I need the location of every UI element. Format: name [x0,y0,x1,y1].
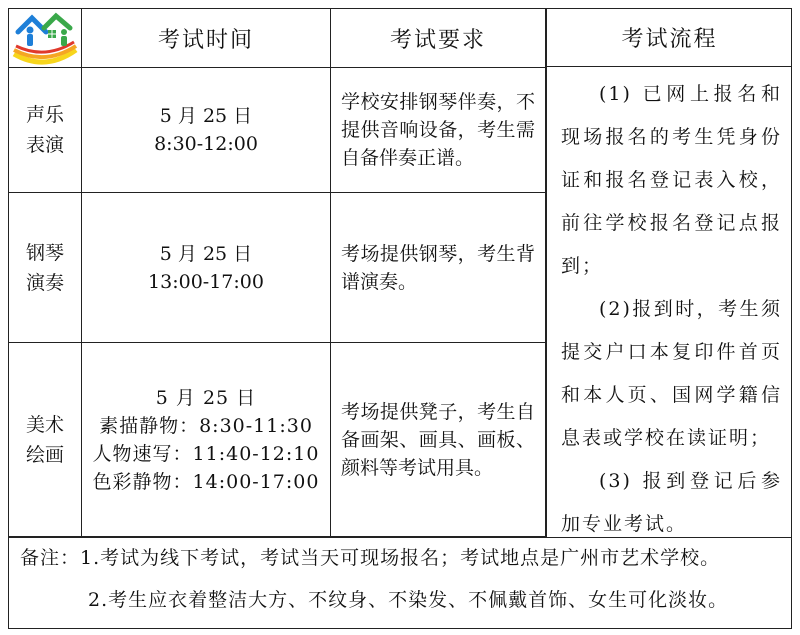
requirement-cell: 考场提供钢琴，考生背谱演奏。 [331,193,546,343]
time-slot: 人物速写：11:40-12:10 [92,442,320,465]
notes-section [8,537,792,629]
time-date: 5 月 25 日 [159,105,253,127]
time-slot: 素描静物：8:30-11:30 [99,414,313,437]
subject-label: 钢琴 [25,241,64,264]
header-exam-process: 考试流程 [547,8,792,67]
time-slot: 色彩静物：14:00-17:00 [92,470,320,493]
process-steps [547,67,792,546]
subject-label: 绘画 [25,443,64,466]
time-cell [82,68,331,193]
time-cell [82,343,331,537]
process-column [546,8,792,537]
subject-label: 表演 [25,134,64,156]
header-row [9,9,546,68]
subject-label: 声乐 [25,104,64,126]
logo-cell [9,9,82,68]
schedule-table [8,8,546,537]
process-step: (2)报到时，考生须提交户口本复印件首页和本人页、国网学籍信息表或学校在读证明； [561,298,782,449]
note-line: 备注：1.考试为线下考试，考试当天可现场报名；考试地点是广州市艺术学校。 [20,547,721,569]
time-slot: 13:00-17:00 [148,270,264,293]
requirement-cell: 学校安排钢琴伴奏，不提供音响设备，考生需自备伴奏正谱。 [331,68,546,193]
table-row [9,68,546,193]
subject-cell [9,193,82,343]
process-step: (1) 已网上报名和现场报名的考生凭身份证和报名登记表入校，前往学校报名登记点报到； [561,83,782,277]
subject-cell [9,343,82,537]
header-exam-requirement: 考试要求 [331,9,546,68]
table-row [9,193,546,343]
time-date: 5 月 25 日 [159,242,253,265]
subject-label: 演奏 [25,271,64,294]
time-slot: 8:30-12:00 [154,133,258,155]
time-cell [82,193,331,343]
note-line: 2.考生应衣着整洁大方、不纹身、不染发、不佩戴首饰、女生可化淡妆。 [88,589,729,611]
table-row [9,343,546,537]
process-step: (3) 报到登记后参加专业考试。 [561,470,782,535]
header-exam-time: 考试时间 [82,9,331,68]
requirement-cell: 考场提供凳子，考生自备画架、画具、画板、颜料等考试用具。 [331,343,546,537]
subject-label: 美术 [25,413,64,436]
school-house-family-logo-icon [10,10,80,66]
time-date: 5 月 25 日 [155,386,257,409]
subject-cell [9,68,82,193]
